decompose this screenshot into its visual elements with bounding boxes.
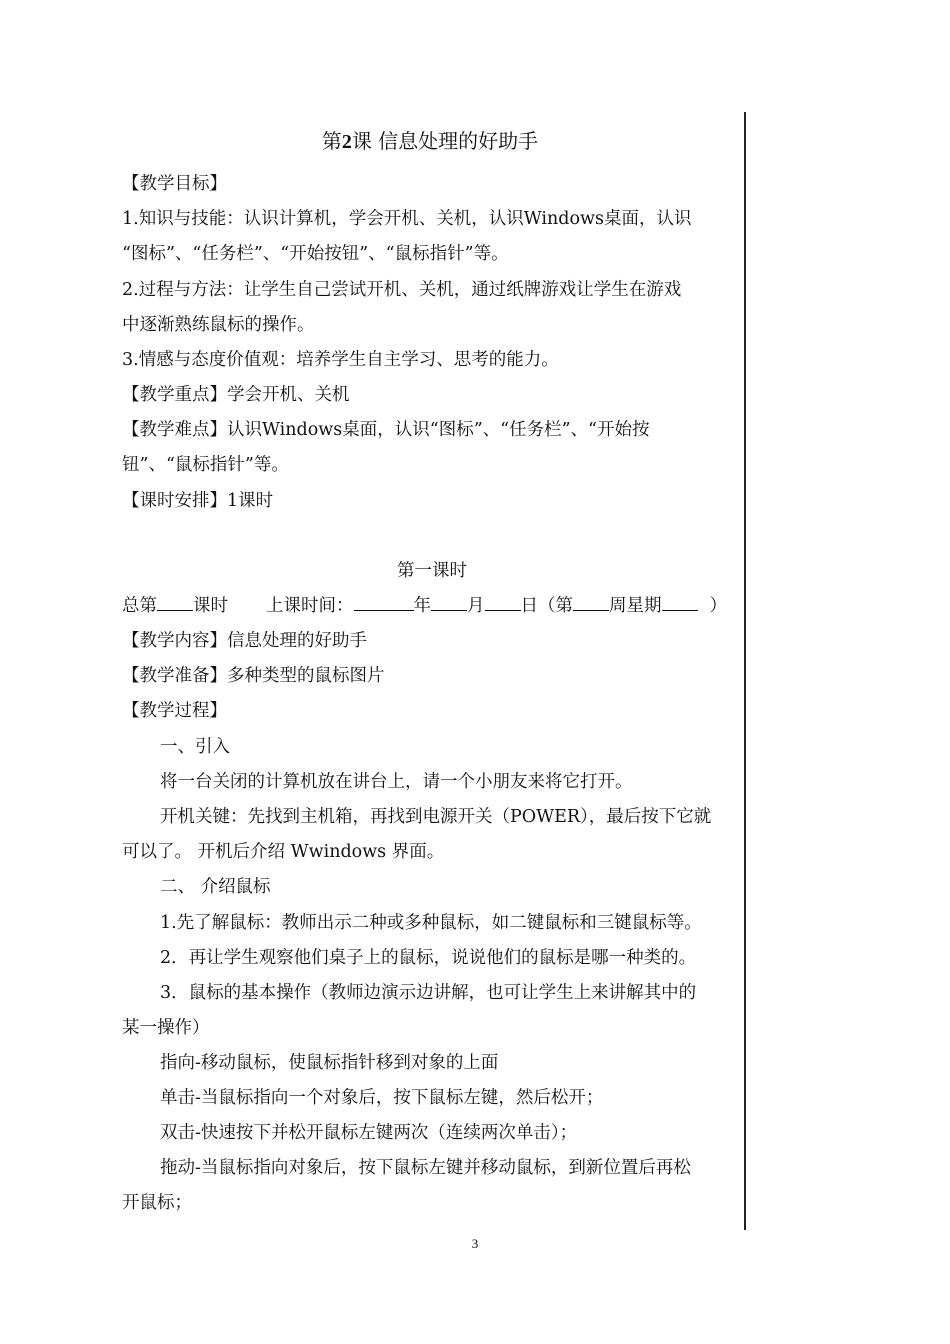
blank-week xyxy=(573,594,609,611)
goal-2-line-2: 中逐渐熟练鼠标的操作。 xyxy=(122,315,315,335)
page-number: 3 xyxy=(471,1236,479,1251)
title-prefix: 第 xyxy=(321,129,342,153)
record-time-label: 上课时间： xyxy=(266,596,354,616)
operation-double-click: 双击-快速按下并松开鼠标左键两次（连续两次单击）； xyxy=(160,1123,578,1143)
operation-drag-line-1: 拖动-当鼠标指向对象后，按下鼠标左键并移动鼠标，到新位置后再松 xyxy=(160,1158,691,1178)
blank-weekday xyxy=(662,594,698,611)
process-heading: 【教学过程】 xyxy=(122,701,227,721)
goal-2-line-1: 2.过程与方法：让学生自己尝试开机、关机，通过纸牌游戏让学生在游戏 xyxy=(122,280,682,300)
title-number: 2 xyxy=(341,131,352,153)
preparation-line: 【教学准备】多种类型的鼠标图片 xyxy=(122,666,385,686)
record-day-label: 日（第 xyxy=(520,596,573,616)
mouse-item-2: 2．再让学生观察他们桌子上的鼠标，说说他们的鼠标是哪一种类的。 xyxy=(160,948,697,968)
operation-point: 指向-移动鼠标，使鼠标指针移到对象的上面 xyxy=(160,1053,499,1073)
goals-heading: 【教学目标】 xyxy=(122,174,227,194)
lesson-title xyxy=(120,125,740,154)
operation-drag-line-2: 开鼠标； xyxy=(122,1193,192,1213)
record-year-label: 年 xyxy=(413,596,431,616)
key-point: 【教学重点】学会开机、关机 xyxy=(122,385,350,405)
section-2-heading: 二、 介绍鼠标 xyxy=(160,877,271,897)
blank-month xyxy=(431,594,467,611)
margin-rule xyxy=(744,112,746,1230)
section-1-heading: 一、引入 xyxy=(160,737,230,757)
period-heading: 第一课时 xyxy=(397,561,467,581)
mouse-item-3-line-2: 某一操作） xyxy=(122,1018,210,1038)
difficulty-line-1: 【教学难点】认识Windows桌面，认识“图标”、“任务栏”、“开始按 xyxy=(122,420,650,440)
blank-day xyxy=(485,594,521,611)
intro-paragraph-2-line-2: 可以了。 开机后介绍 Wwindows 界面。 xyxy=(122,842,445,862)
record-weekday-label: 周星期 xyxy=(609,596,662,616)
class-record-line xyxy=(122,592,727,617)
goal-1-line-1: 1.知识与技能：认识计算机，学会开机、关机，认识Windows桌面，认识 xyxy=(122,209,692,229)
intro-paragraph-1: 将一台关闭的计算机放在讲台上，请一个小朋友来将它打开。 xyxy=(160,772,633,792)
mouse-item-1: 1.先了解鼠标：教师出示二种或多种鼠标，如二键鼠标和三键鼠标等。 xyxy=(160,913,702,933)
record-month-label: 月 xyxy=(467,596,485,616)
record-total-label: 总第 xyxy=(122,596,157,616)
record-period-label: 课时 xyxy=(193,596,228,616)
mouse-item-3-line-1: 3．鼠标的基本操作（教师边演示边讲解，也可让学生上来讲解其中的 xyxy=(160,983,697,1003)
blank-year xyxy=(354,594,414,611)
content-line: 【教学内容】信息处理的好助手 xyxy=(122,631,367,651)
difficulty-line-2: 钮”、“鼠标指针”等。 xyxy=(122,455,289,475)
schedule: 【课时安排】1课时 xyxy=(122,491,274,511)
blank-total xyxy=(157,594,193,611)
goal-3: 3.情感与态度价值观：培养学生自主学习、思考的能力。 xyxy=(122,350,559,370)
goal-1-line-2: “图标”、“任务栏”、“开始按钮”、“鼠标指针”等。 xyxy=(122,244,509,264)
intro-paragraph-2-line-1: 开机关键：先找到主机箱，再找到电源开关（POWER），最后按下它就 xyxy=(160,807,712,827)
title-suffix: 课 信息处理的好助手 xyxy=(351,129,539,153)
record-close-paren: ） xyxy=(709,596,727,616)
operation-click: 单击-当鼠标指向一个对象后，按下鼠标左键，然后松开； xyxy=(160,1088,604,1108)
